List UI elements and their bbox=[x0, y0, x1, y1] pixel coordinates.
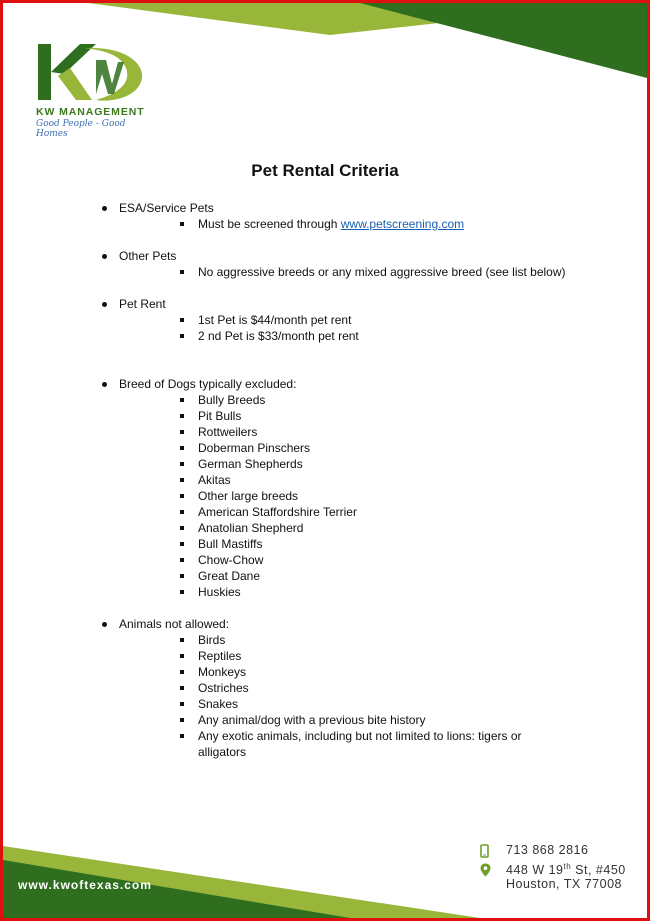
criteria-list bbox=[0, 200, 650, 760]
list-item: Bully Breeds bbox=[0, 392, 650, 408]
list-item: Pit Bulls bbox=[0, 408, 650, 424]
top-dark-green-wedge bbox=[360, 3, 647, 78]
section-other-pets bbox=[0, 248, 650, 280]
map-pin-icon bbox=[480, 863, 491, 877]
company-tagline: Good People - Good Homes bbox=[36, 119, 126, 139]
contact-address bbox=[480, 862, 626, 891]
list-item: American Staffordshire Terrier bbox=[0, 504, 650, 520]
section-heading: Pet Rent bbox=[0, 296, 650, 312]
list-item-text: Must be screened through bbox=[198, 217, 341, 231]
list-item: Monkeys bbox=[0, 664, 650, 680]
list-item: Reptiles bbox=[0, 648, 650, 664]
list-item: Birds bbox=[0, 632, 650, 648]
list-item: 1st Pet is $44/month pet rent bbox=[0, 312, 650, 328]
list-item: Rottweilers bbox=[0, 424, 650, 440]
list-item: No aggressive breeds or any mixed aggressive breed (see list below) bbox=[0, 264, 650, 280]
list-item: Any exotic animals, including but not limited to lions: tigers or alligators bbox=[0, 728, 538, 760]
contact-block bbox=[480, 843, 626, 891]
list-item: German Shepherds bbox=[0, 456, 650, 472]
page-title: Pet Rental Criteria bbox=[251, 161, 399, 180]
list-item bbox=[0, 216, 650, 232]
website-link[interactable]: www.kwoftexas.com bbox=[18, 878, 152, 892]
address-line-1: 448 W 19th St, #450 bbox=[506, 862, 626, 878]
section-heading: ESA/Service Pets bbox=[0, 200, 650, 216]
section-esa-service-pets bbox=[0, 200, 650, 232]
company-name: KW MANAGEMENT bbox=[36, 106, 145, 118]
section-heading: Other Pets bbox=[0, 248, 650, 264]
petscreening-link[interactable]: www.petscreening.com bbox=[340, 217, 465, 231]
address-line-2: Houston, TX 77008 bbox=[506, 877, 622, 892]
list-item: 2 nd Pet is $33/month pet rent bbox=[0, 328, 650, 344]
list-item: Other large breeds bbox=[0, 488, 650, 504]
company-logo bbox=[36, 40, 154, 139]
list-item: Anatolian Shepherd bbox=[0, 520, 650, 536]
section-heading: Breed of Dogs typically excluded: bbox=[0, 376, 650, 392]
list-item: Chow-Chow bbox=[0, 552, 650, 568]
section-excluded-breeds bbox=[0, 376, 650, 600]
kw-monogram-icon bbox=[36, 40, 148, 104]
list-item: Huskies bbox=[0, 584, 650, 600]
phone-icon bbox=[480, 844, 489, 858]
list-item: Great Dane bbox=[0, 568, 650, 584]
list-item: Doberman Pinschers bbox=[0, 440, 650, 456]
list-item: Snakes bbox=[0, 696, 650, 712]
phone-number: 713 868 2816 bbox=[506, 843, 589, 857]
list-item: Ostriches bbox=[0, 680, 650, 696]
list-item: Any animal/dog with a previous bite history bbox=[0, 712, 650, 728]
section-heading: Animals not allowed: bbox=[0, 616, 650, 632]
list-item: Bull Mastiffs bbox=[0, 536, 650, 552]
list-item: Akitas bbox=[0, 472, 650, 488]
section-animals-not-allowed bbox=[0, 616, 650, 760]
contact-phone bbox=[480, 843, 626, 857]
section-pet-rent bbox=[0, 296, 650, 344]
